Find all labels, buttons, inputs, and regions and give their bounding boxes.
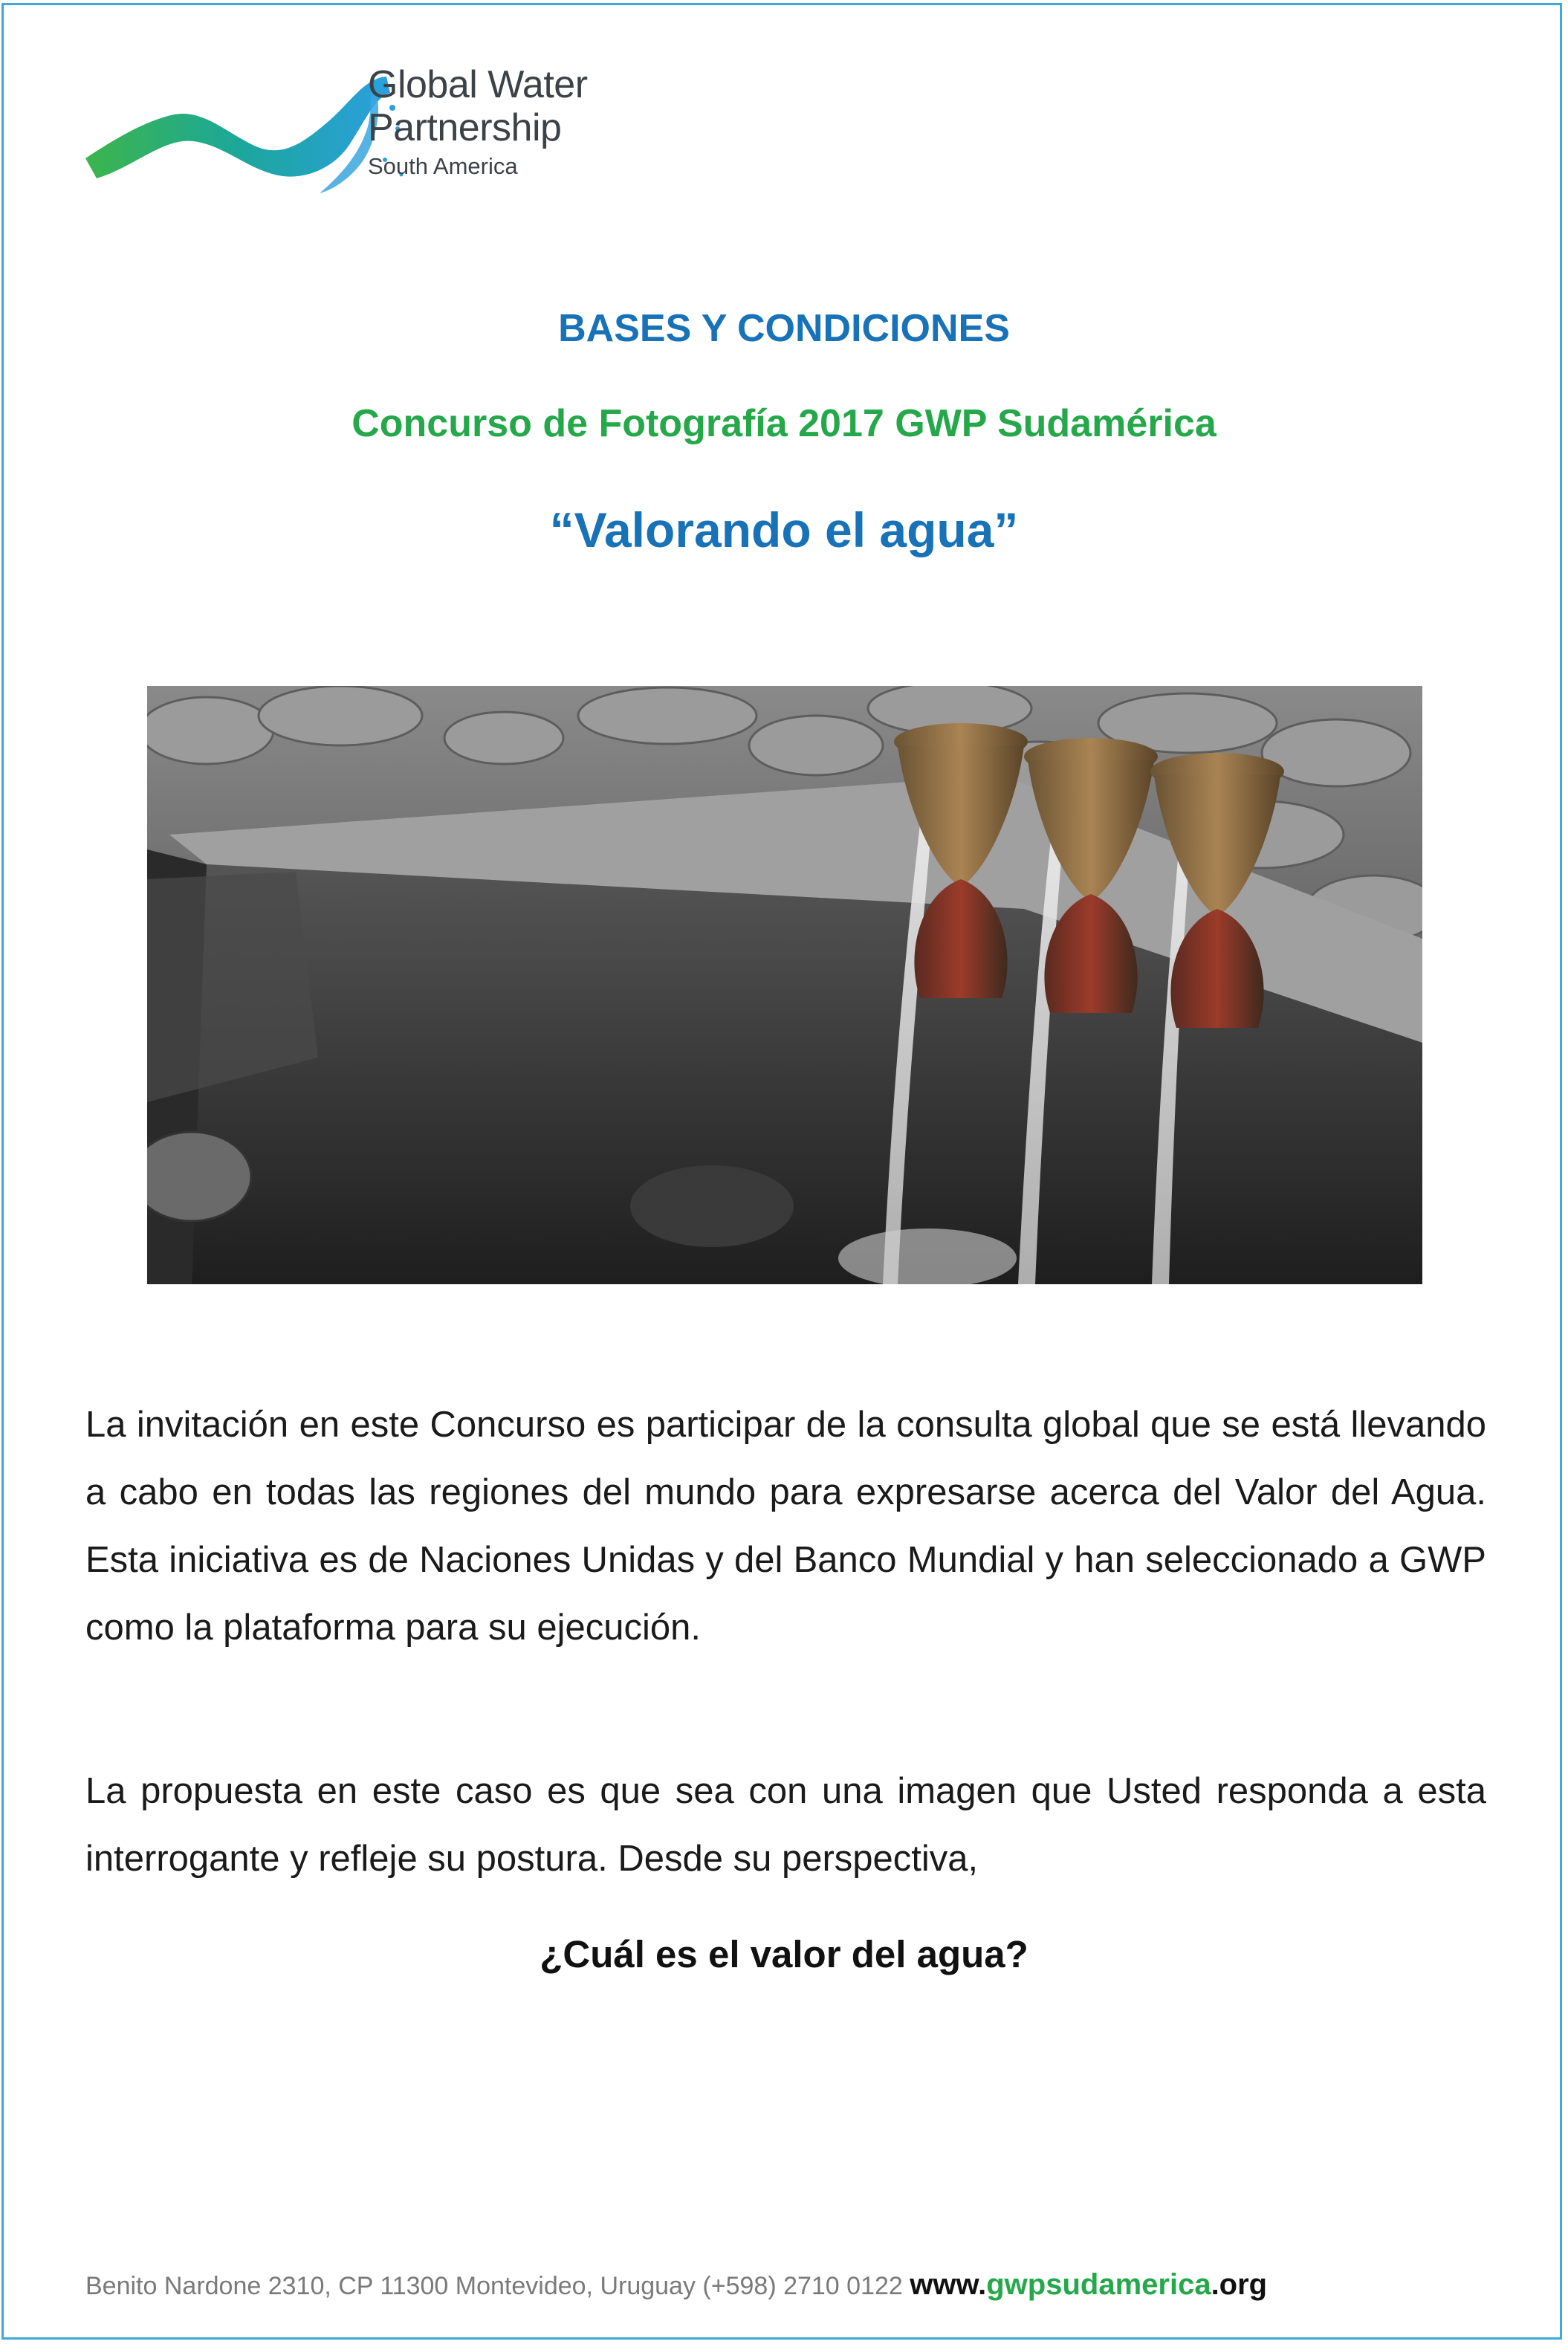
footer <box>85 2268 1267 2302</box>
logo-line-2: Partnership <box>368 106 562 149</box>
logo-line-1: Global Water <box>368 63 588 106</box>
paragraph-propuesta: La propuesta en este caso es que sea con una imagen que Usted responda a esta interrogante y refleje su postura. Desde su perspectiva, <box>85 1771 1486 1879</box>
logo-line-3: South America <box>368 153 518 179</box>
title-concurso: Concurso de Fotografía 2017 GWP Sudamérica <box>351 402 1217 445</box>
footer-website-link[interactable] <box>910 2268 1267 2301</box>
url-suffix: .org <box>1211 2268 1268 2301</box>
question-valor-agua: ¿Cuál es el valor del agua? <box>540 1933 1028 1975</box>
title-valorando: “Valorando el agua” <box>549 502 1019 557</box>
url-domain: gwpsudamerica <box>986 2268 1211 2301</box>
title-bases: BASES Y CONDICIONES <box>558 307 1010 350</box>
gwp-logo <box>82 63 647 212</box>
paragraph-invitacion: La invitación en este Concurso es participar de la consulta global que se está llevando a cabo en todas las regiones del mundo para expresarse acerca del Valor del Agua. Esta iniciativa es de Naciones Unidas y del Banco Mundial y han seleccionado a GWP como la plataforma para su ejecución. <box>85 1405 1486 1648</box>
logo-text <box>368 63 588 181</box>
footer-address: Benito Nardone 2310, CP 11300 Montevideo, Uruguay (+598) 2710 0122 <box>85 2272 903 2300</box>
url-prefix: www. <box>910 2268 987 2301</box>
water-jars-photo <box>147 686 1422 1284</box>
